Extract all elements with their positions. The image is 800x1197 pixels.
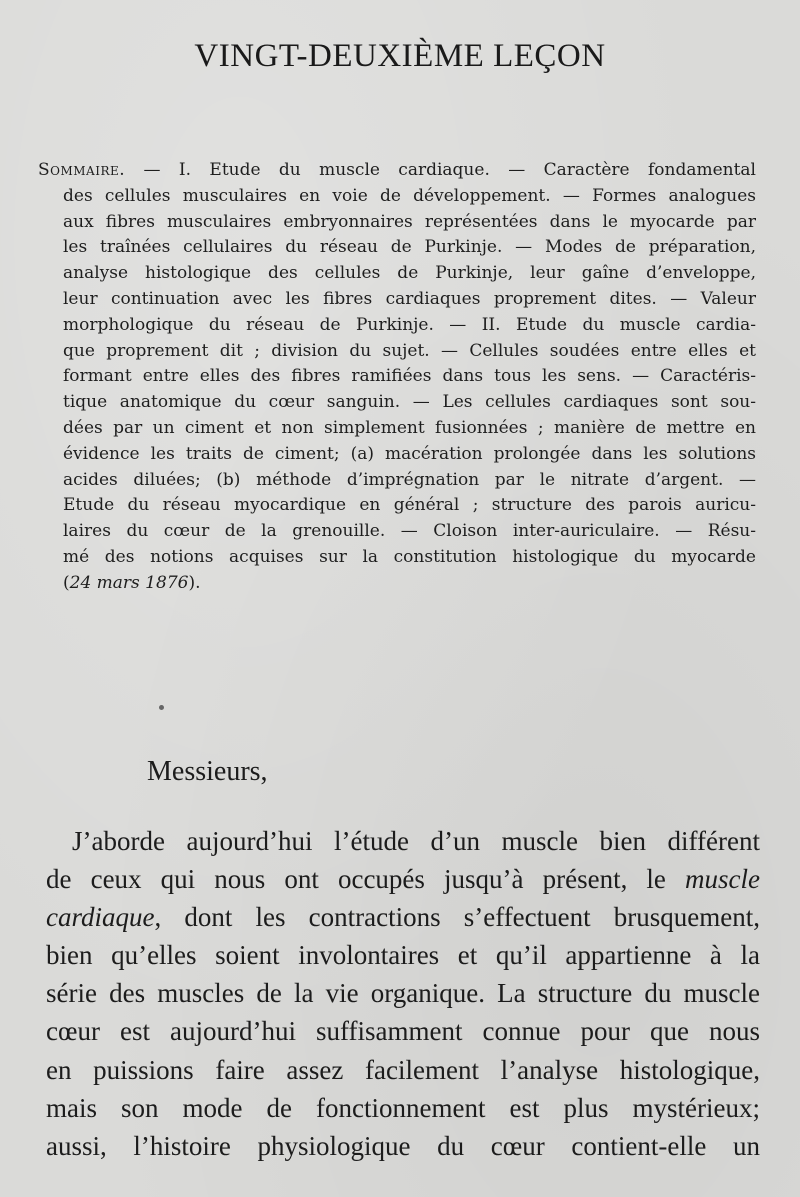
summary-line: que proprement dit ; division du sujet. — Cellules soudées entre elles et [63,340,756,361]
summary-line: tique anatomique du cœur sanguin. — Les cellules cardiaques sont sou- [63,392,756,413]
emphasis-text: cardiaque [46,902,155,933]
ink-speck [159,705,164,710]
summary-label: Sommaire. [38,160,126,180]
summary-line: laires du cœur de la grenouille. — Cloison inter-auriculaire. — Résu- [63,521,756,542]
summary-line: leur continuation avec les fibres cardiaques proprement dites. — Valeur [63,288,756,309]
summary-line: évidence les traits de ciment; (a) macération prolongée dans les solutions [63,443,756,464]
body-paragraph [46,822,760,1165]
body-line: bien qu’elles soient involontaires et qu’il appartienne à la [46,940,760,971]
summary-line: dées par un ciment et non simplement fusionnées ; manière de mettre en [63,417,756,438]
summary-line [38,158,756,184]
lesson-date: 24 mars 1876 [69,572,189,593]
summary-line: formant entre elles des fibres ramifiées dans tous les sens. — Caractéris- [63,366,756,387]
summary-line: analyse histologique des cellules de Purkinje, leur gaîne d’enveloppe, [63,263,756,284]
body-line [46,860,760,898]
body-line: cœur est aujourd’hui suffisamment connue pour que nous [46,1016,760,1047]
summary-line: Etude du réseau myocardique en général ; structure des parois auricu- [63,495,756,516]
summary-line-text: — I. Etude du muscle cardiaque. — Caractère fondamental [125,160,756,180]
summary-date-line [38,571,756,597]
lesson-title: VINGT-DEUXIÈME LEÇON [194,38,606,74]
summary-line: morphologique du réseau de Purkinje. — II. Etude du muscle cardia- [63,314,756,335]
body-line-text: de ceux qui nous ont occupés jusqu’à présent, le [46,864,666,895]
summary-block [38,158,756,597]
body-line: J’aborde aujourd’hui l’étude d’un muscle bien différent [72,826,760,856]
summary-line: des cellules musculaires en voie de développement. — Formes analogues [63,185,756,206]
body-line: série des muscles de la vie organique. La structure du muscle [46,978,760,1009]
body-line-text: , dont les contractions s’effectuent brusquement, [154,902,760,933]
summary-line: mé des notions acquises sur la constitution histologique du myocarde [63,546,756,567]
body-line: en puissions faire assez facilement l’analyse histologique, [46,1054,760,1085]
summary-line: les traînées cellulaires du réseau de Purkinje. — Modes de préparation, [63,237,756,258]
body-line [46,898,760,936]
summary-line: aux fibres musculaires embryonnaires représentées dans le myocarde par [63,211,756,232]
date-open-paren: ( [63,572,70,593]
summary-line: acides diluées; (b) méthode d’imprégnation par le nitrate d’argent. — [63,469,756,490]
body-line: mais son mode de fonctionnement est plus mystérieux; [46,1092,760,1123]
salutation: Messieurs, [147,756,268,787]
body-line: aussi, l’histoire physiologique du cœur contient-elle un [46,1130,760,1161]
emphasis-text: muscle [685,864,761,895]
date-close-punct: ). [188,572,201,593]
